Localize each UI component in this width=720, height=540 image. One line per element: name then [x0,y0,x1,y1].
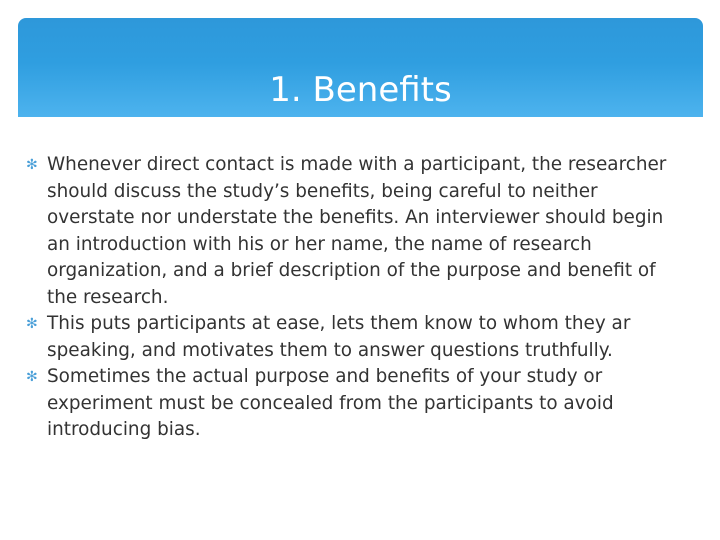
bullet-text: This puts participants at ease, lets them know to whom they ar speaking, and motivates them to answer questions truthfully. [47,313,631,361]
title-band [18,18,703,117]
bullet-item [26,364,690,444]
asterisk-bullet-icon: ✻ [26,369,38,385]
asterisk-bullet-icon: ✻ [26,157,38,173]
slide-title: 1. Benefits [269,70,452,110]
bullet-item [26,311,690,364]
bullet-text: Whenever direct contact is made with a participant, the researcher should discuss the study’s benefits, being careful to neither overstate nor understate the benefits. An interviewer should begin an introduction with his or her name, the name of research organization, and a brief description of the purpose and benefit of the research. [47,154,667,308]
asterisk-bullet-icon: ✻ [26,316,38,332]
bullet-list [26,152,690,444]
bullet-text: Sometimes the actual purpose and benefits of your study or experiment must be concealed from the participants to avoid introducing bias. [47,366,614,440]
bullet-item [26,152,690,311]
